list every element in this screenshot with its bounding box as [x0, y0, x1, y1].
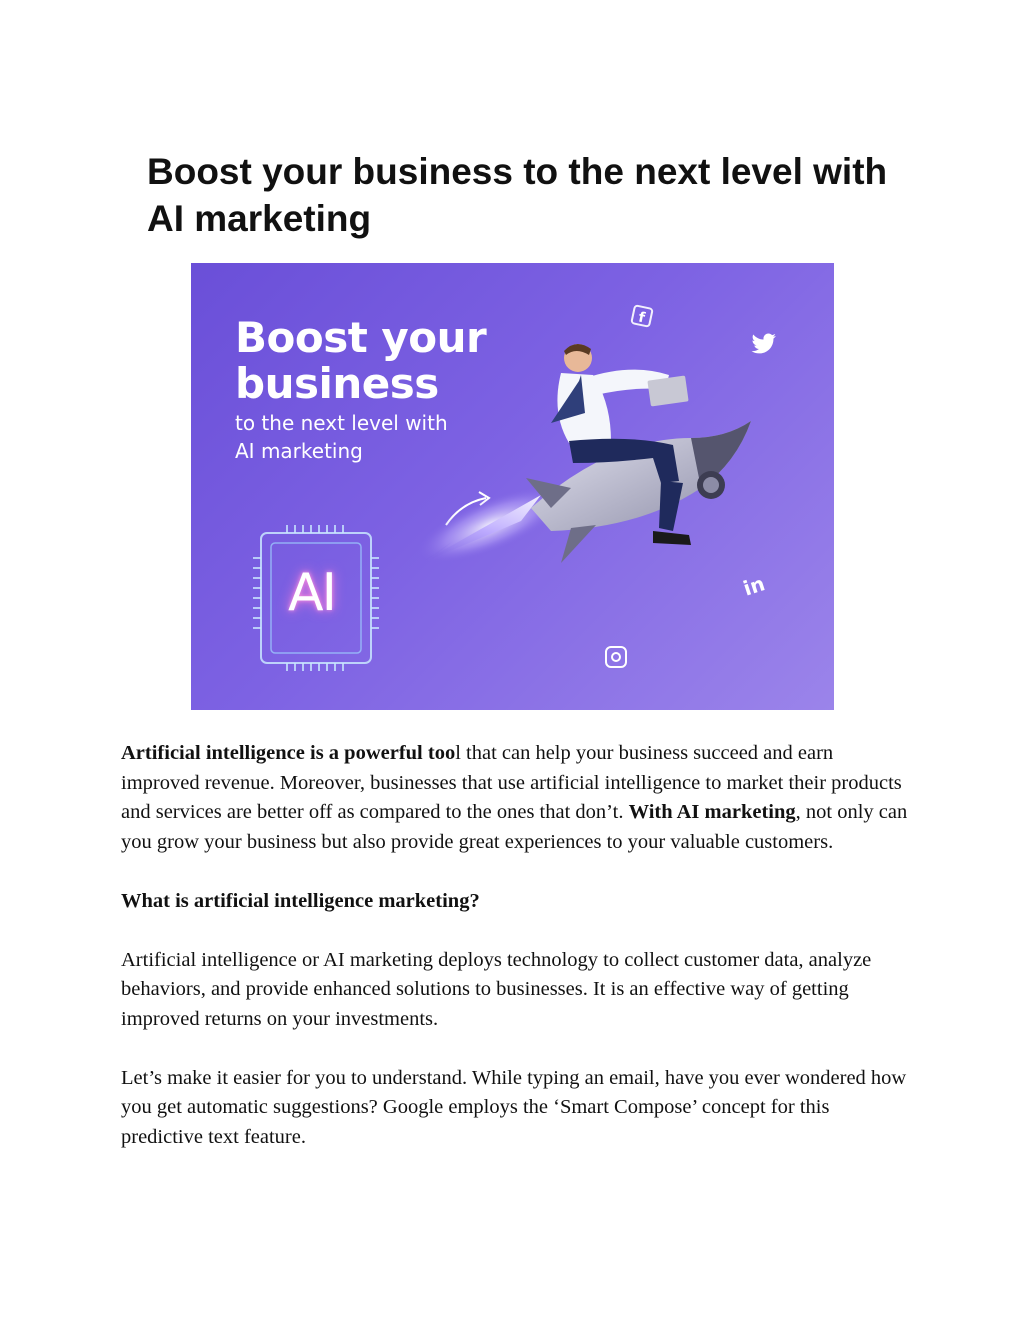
intro-text-1: l that can help your business succeed and earn improved revenue. Moreover, businesses that use artificial intelligence to market their products and services are better off as compared to the ones that don’t. — [121, 742, 902, 823]
intro-text-2: , not only can you grow your business but also provide great experiences to your valuable customers. — [121, 801, 908, 853]
hero-subline-line1: to the next level with — [235, 411, 448, 435]
article-body — [121, 739, 911, 1182]
intro-bold-lead: Artificial intelligence is a powerful too — [121, 742, 456, 764]
intro-bold-mid: With AI marketing — [628, 801, 796, 823]
example-paragraph: Let’s make it easier for you to understand. While typing an email, have you ever wondered how you get automatic suggestions? Google employs the ‘Smart Compose’ concept for this predictive text feature. — [121, 1066, 907, 1148]
hero-subline — [235, 409, 495, 465]
instagram-icon — [605, 646, 627, 668]
section-heading: What is artificial intelligence marketing? — [121, 889, 480, 912]
ai-chip-label: AI — [288, 563, 335, 623]
hero-headline-line2: business — [235, 359, 439, 408]
hero-headline-line1: Boost your — [235, 313, 487, 362]
facebook-icon: f — [630, 304, 654, 328]
page-title: Boost your business to the next level with AI marketing — [147, 151, 888, 239]
hero-headline — [235, 315, 486, 407]
hero-subline-line2: AI marketing — [235, 439, 363, 463]
intro-paragraph — [121, 739, 911, 857]
hero-image — [191, 263, 834, 710]
definition-paragraph: Artificial intelligence or AI marketing deploys technology to collect customer data, analyze behaviors, and provide enhanced solutions to businesses. It is an effective way of getting improved returns on your investments. — [121, 948, 872, 1030]
linkedin-icon: in — [740, 571, 768, 601]
twitter-icon — [751, 333, 777, 355]
